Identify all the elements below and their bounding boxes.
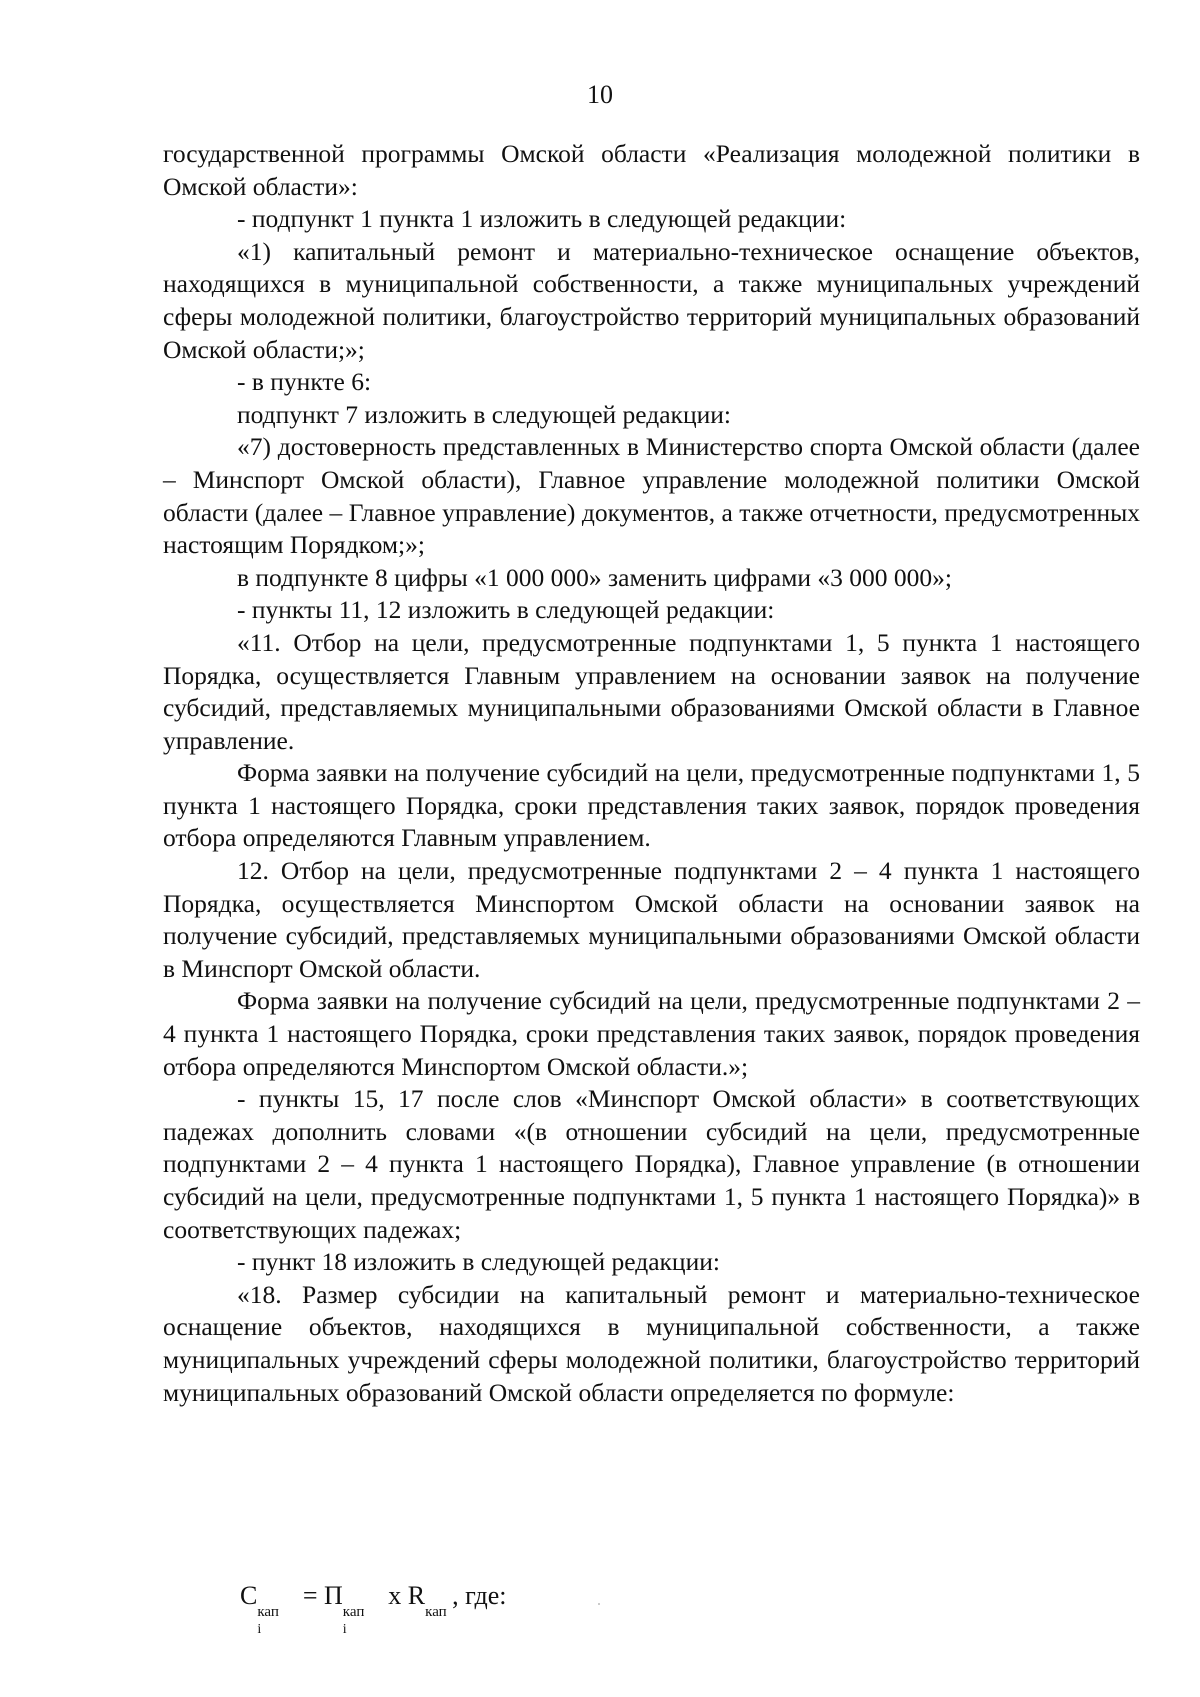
paragraph: подпункт 7 изложить в следующей редакции: <box>237 399 731 429</box>
paragraph: «18. Размер субсидии на капитальный ремонт и материально-техническое оснащение объектов, находящихся в муниципальной собственности, а также муниципальных учреждений сферы молодежной политики, благоустройство территорий муниципальных образований Омской области определяется по формуле: <box>163 1279 1140 1407</box>
paragraph: «1) капитальный ремонт и материально-техническое оснащение объектов, находящихся в муниципальной собственности, а также муниципальных учреждений сферы молодежной политики, благоустройство территорий муниципальных образований Омской области;»; <box>163 236 1140 364</box>
formula-c-symbol: C <box>240 1581 258 1610</box>
formula-r-superscript: кап <box>425 1604 447 1620</box>
formula-p-superscript: кап <box>342 1604 365 1620</box>
paragraph: - пункты 15, 17 после слов «Минспорт Омской области» в соответствующих падежах дополнить словами «(в отношении субсидий на цели, предусмотренные подпунктами 2 – 4 пункта 1 настоящего Порядка), Главное управление (в отношении субсидий на цели, предусмотренные подпунктами 1, 5 пункта 1 настоящего Порядка)» в соответствующих падежах; <box>163 1084 1140 1244</box>
paragraph: - пункт 18 изложить в следующей редакции: <box>237 1247 720 1277</box>
formula-p-symbol: П <box>324 1581 343 1610</box>
page-number: 10 <box>587 80 613 109</box>
formula-r-symbol: R <box>407 1581 426 1610</box>
formula-p-subscript: i <box>342 1622 347 1637</box>
paragraph: - пункты 11, 12 изложить в следующей редакции: <box>237 595 775 625</box>
paragraph: - подпункт 1 пункта 1 изложить в следующей редакции: <box>237 204 847 234</box>
formula-tail: , где: <box>452 1581 507 1610</box>
formula-equals: = <box>302 1581 318 1610</box>
scan-speck <box>598 1603 600 1605</box>
paragraph: государственной программы Омской области «Реализация молодежной политики в Омской области»: <box>163 139 1140 201</box>
formula-c-superscript: кап <box>257 1604 279 1620</box>
paragraph: «11. Отбор на цели, предусмотренные подпунктами 1, 5 пункта 1 настоящего Порядка, осуществляется Главным управлением на основании заявок на получение субсидий, представляемых муниципальными образованиями Омской области в Главное управление. <box>163 627 1140 755</box>
paragraph: в подпункте 8 цифры «1 000 000» заменить цифрами «3 000 000»; <box>237 562 952 592</box>
document-body <box>163 138 1140 1409</box>
subsidy-formula <box>240 1580 507 1637</box>
formula-times: x <box>388 1581 402 1610</box>
paragraph: 12. Отбор на цели, предусмотренные подпунктами 2 – 4 пункта 1 настоящего Порядка, осуществляется Минспортом Омской области на основании заявок на получение субсидий, представляемых муниципальными образованиями Омской области в Минспорт Омской области. <box>163 856 1140 983</box>
paragraph: Форма заявки на получение субсидий на цели, предусмотренные подпунктами 1, 5 пункта 1 настоящего Порядка, сроки представления таких заявок, порядок проведения отбора определяются Главным управлением. <box>163 758 1140 853</box>
paragraph: «7) достоверность представленных в Министерство спорта Омской области (далее – Минспорт Омской области), Главное управление молодежной политики Омской области (далее – Главное управление) документов, а также отчетности, предусмотренных настоящим Порядком;»; <box>163 432 1140 560</box>
paragraph: - в пункте 6: <box>237 367 372 397</box>
formula-c-subscript: i <box>257 1622 262 1637</box>
paragraph: Форма заявки на получение субсидий на цели, предусмотренные подпунктами 2 – 4 пункта 1 настоящего Порядка, сроки представления таких заявок, порядок проведения отбора определяются Минспортом Омской области.»; <box>163 986 1140 1081</box>
